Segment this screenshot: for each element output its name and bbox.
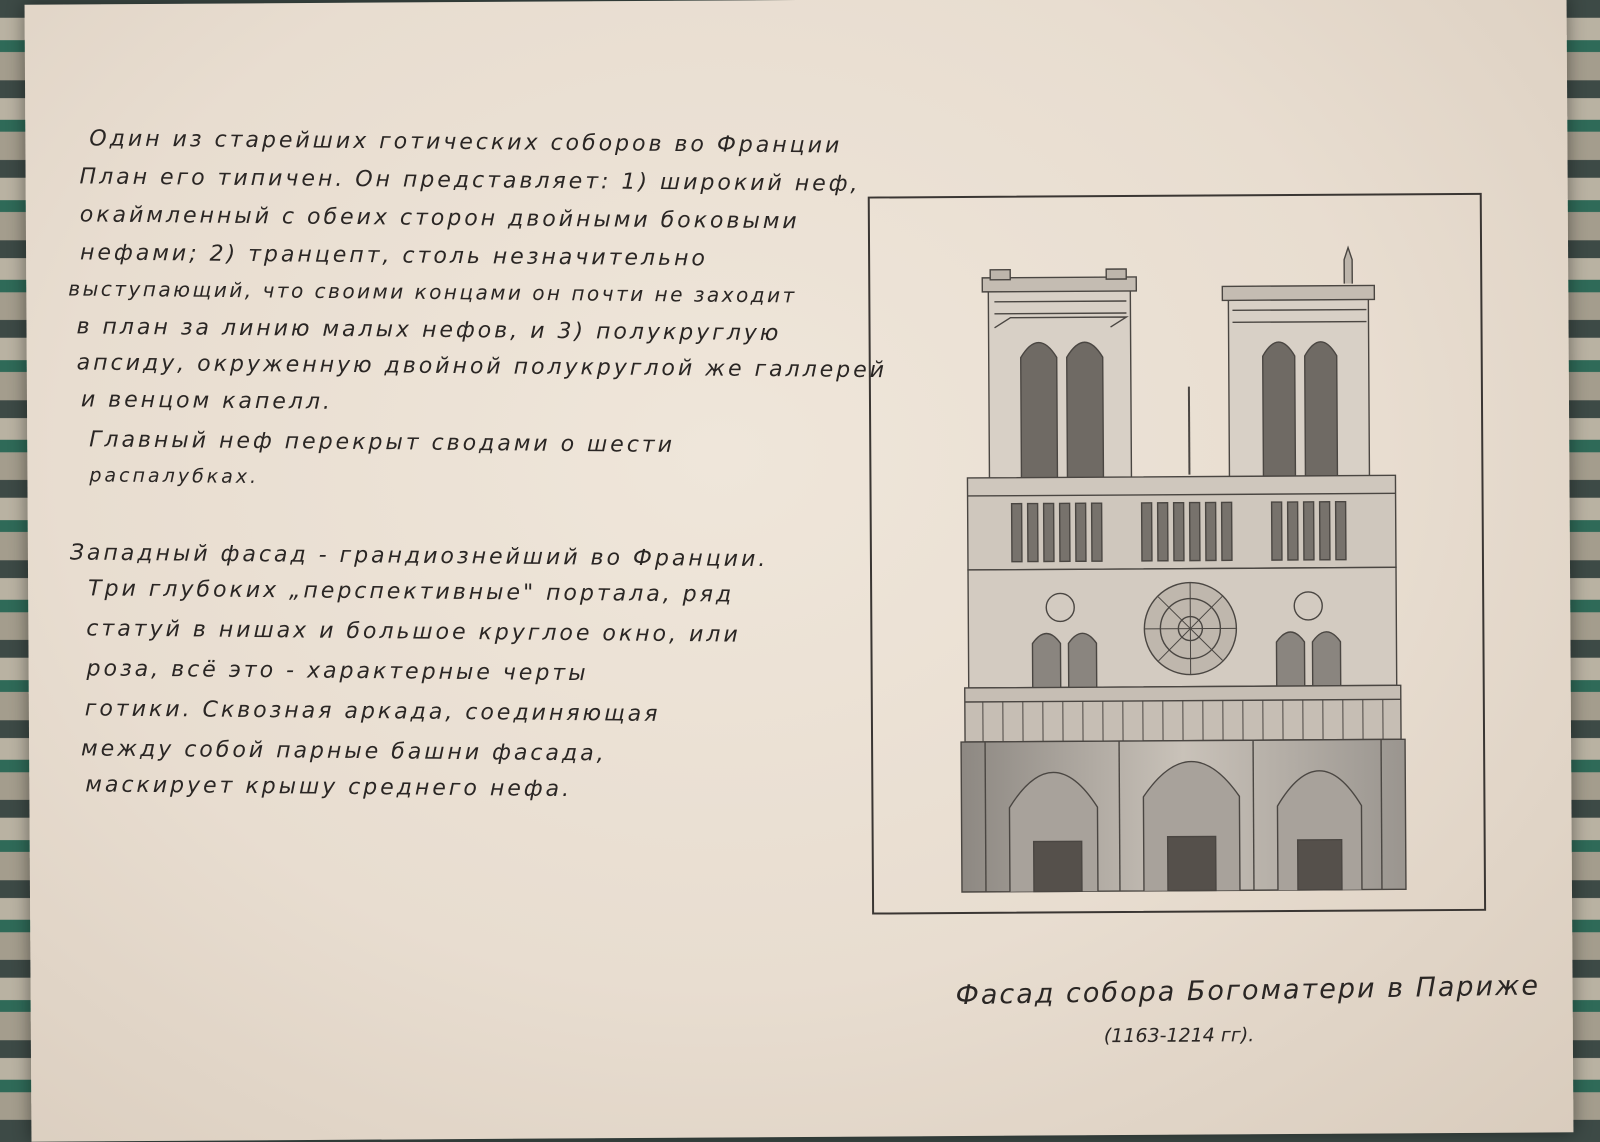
text-line: Три глубоких „перспективные" портала, ряд — [88, 576, 734, 607]
drawing-dates: (1163-1214 гг). — [1104, 1024, 1255, 1047]
text-line: готики. Сквозная аркада, соединяющая — [85, 696, 661, 727]
text-line: нефами; 2) транцепт, столь незначительно — [80, 240, 708, 271]
text-line: План его типичен. Он представляет: 1) широкий неф, — [79, 164, 860, 196]
text-line: в план за линию малых нефов, и 3) полукруглую — [76, 314, 781, 346]
text-line: и венцом капелл. — [81, 387, 333, 414]
cathedral-facade-sketch — [870, 195, 1484, 913]
text-line: распалубках. — [89, 464, 259, 488]
paper-sheet — [25, 0, 1574, 1142]
text-line: апсиду, окруженную двойной полукруглой же галлерей — [77, 350, 888, 383]
text-line: Один из старейших готических соборов во Франции — [89, 126, 842, 158]
text-line: Западный фасад - грандиознейший во Франции. — [70, 540, 769, 572]
text-line: маскирует крышу среднего нефа. — [85, 772, 572, 802]
text-line: выступающий, что своими концами он почти не заходит — [68, 276, 797, 307]
text-line: роза, всё это - характерные черты — [86, 656, 588, 686]
text-line: статуй в нишах и большое круглое окно, или — [86, 616, 741, 647]
drawing-caption: Фасад собора Богоматери в Париже — [955, 970, 1540, 1011]
drawing-frame — [868, 193, 1486, 915]
text-line: Главный неф перекрыт сводами о шести — [89, 427, 675, 458]
text-line: между собой парные башни фасада, — [81, 736, 607, 766]
text-line: окаймленный с обеих сторон двойными боковыми — [80, 202, 800, 234]
